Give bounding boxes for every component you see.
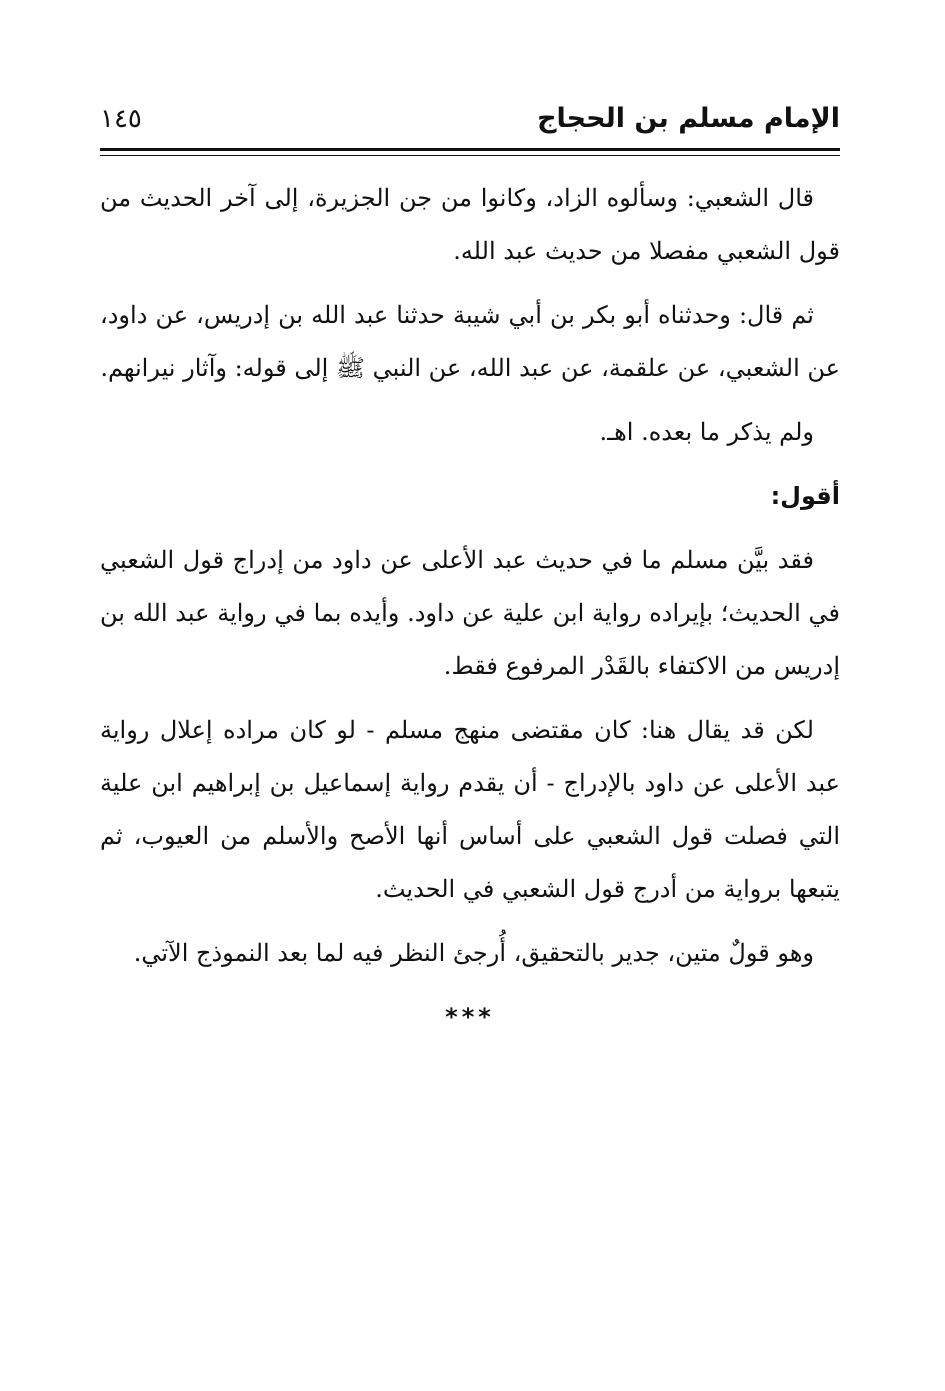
section-separator: *** — [445, 1003, 495, 1031]
paragraph: ولم يذكر ما بعده. اهـ. — [599, 418, 814, 446]
paragraph: قال الشعبي: وسألوه الزاد، وكانوا من جن الجزيرة، إلى آخر الحديث من قول الشعبي مفصلا من حديث عبد الله. — [100, 184, 840, 265]
header-rule-thick — [100, 148, 840, 151]
page-number: ١٤٥ — [100, 104, 142, 134]
paragraph: وهو قولٌ متين، جدير بالتحقيق، أُرجئ النظر فيه لما بعد النموذج الآتي. — [133, 939, 814, 967]
header-title: الإمام مسلم بن الحجاج — [537, 103, 840, 134]
running-header — [100, 100, 840, 140]
paragraph: فقد بيَّن مسلم ما في حديث عبد الأعلى عن داود من إدراج قول الشعبي في الحديث؛ بإيراده رواية ابن علية عن داود. وأيده بما في رواية عبد الله بن إدريس من الاكتفاء بالقَدْر المرفوع فقط. — [100, 546, 840, 680]
header-rule-thin — [100, 155, 840, 156]
paragraph: ثم قال: وحدثناه أبو بكر بن أبي شيبة حدثنا عبد الله بن إدريس، عن داود، عن الشعبي، عن علقمة، عن عبد الله، عن النبي ﷺ إلى قوله: وآثار نيرانهم. — [100, 301, 840, 382]
paragraph: لكن قد يقال هنا: كان مقتضى منهج مسلم - لو كان مراده إعلال رواية عبد الأعلى عن داود بالإدراج - أن يقدم رواية إسماعيل بن إبراهيم ابن علية التي فصلت قول الشعبي على أساس أنها الأصح والأسلم من العيوب، ثم يتبعها برواية من أدرج قول الشعبي في الحديث. — [100, 716, 840, 903]
section-heading: أقول: — [770, 482, 840, 510]
body-text — [100, 172, 840, 1044]
